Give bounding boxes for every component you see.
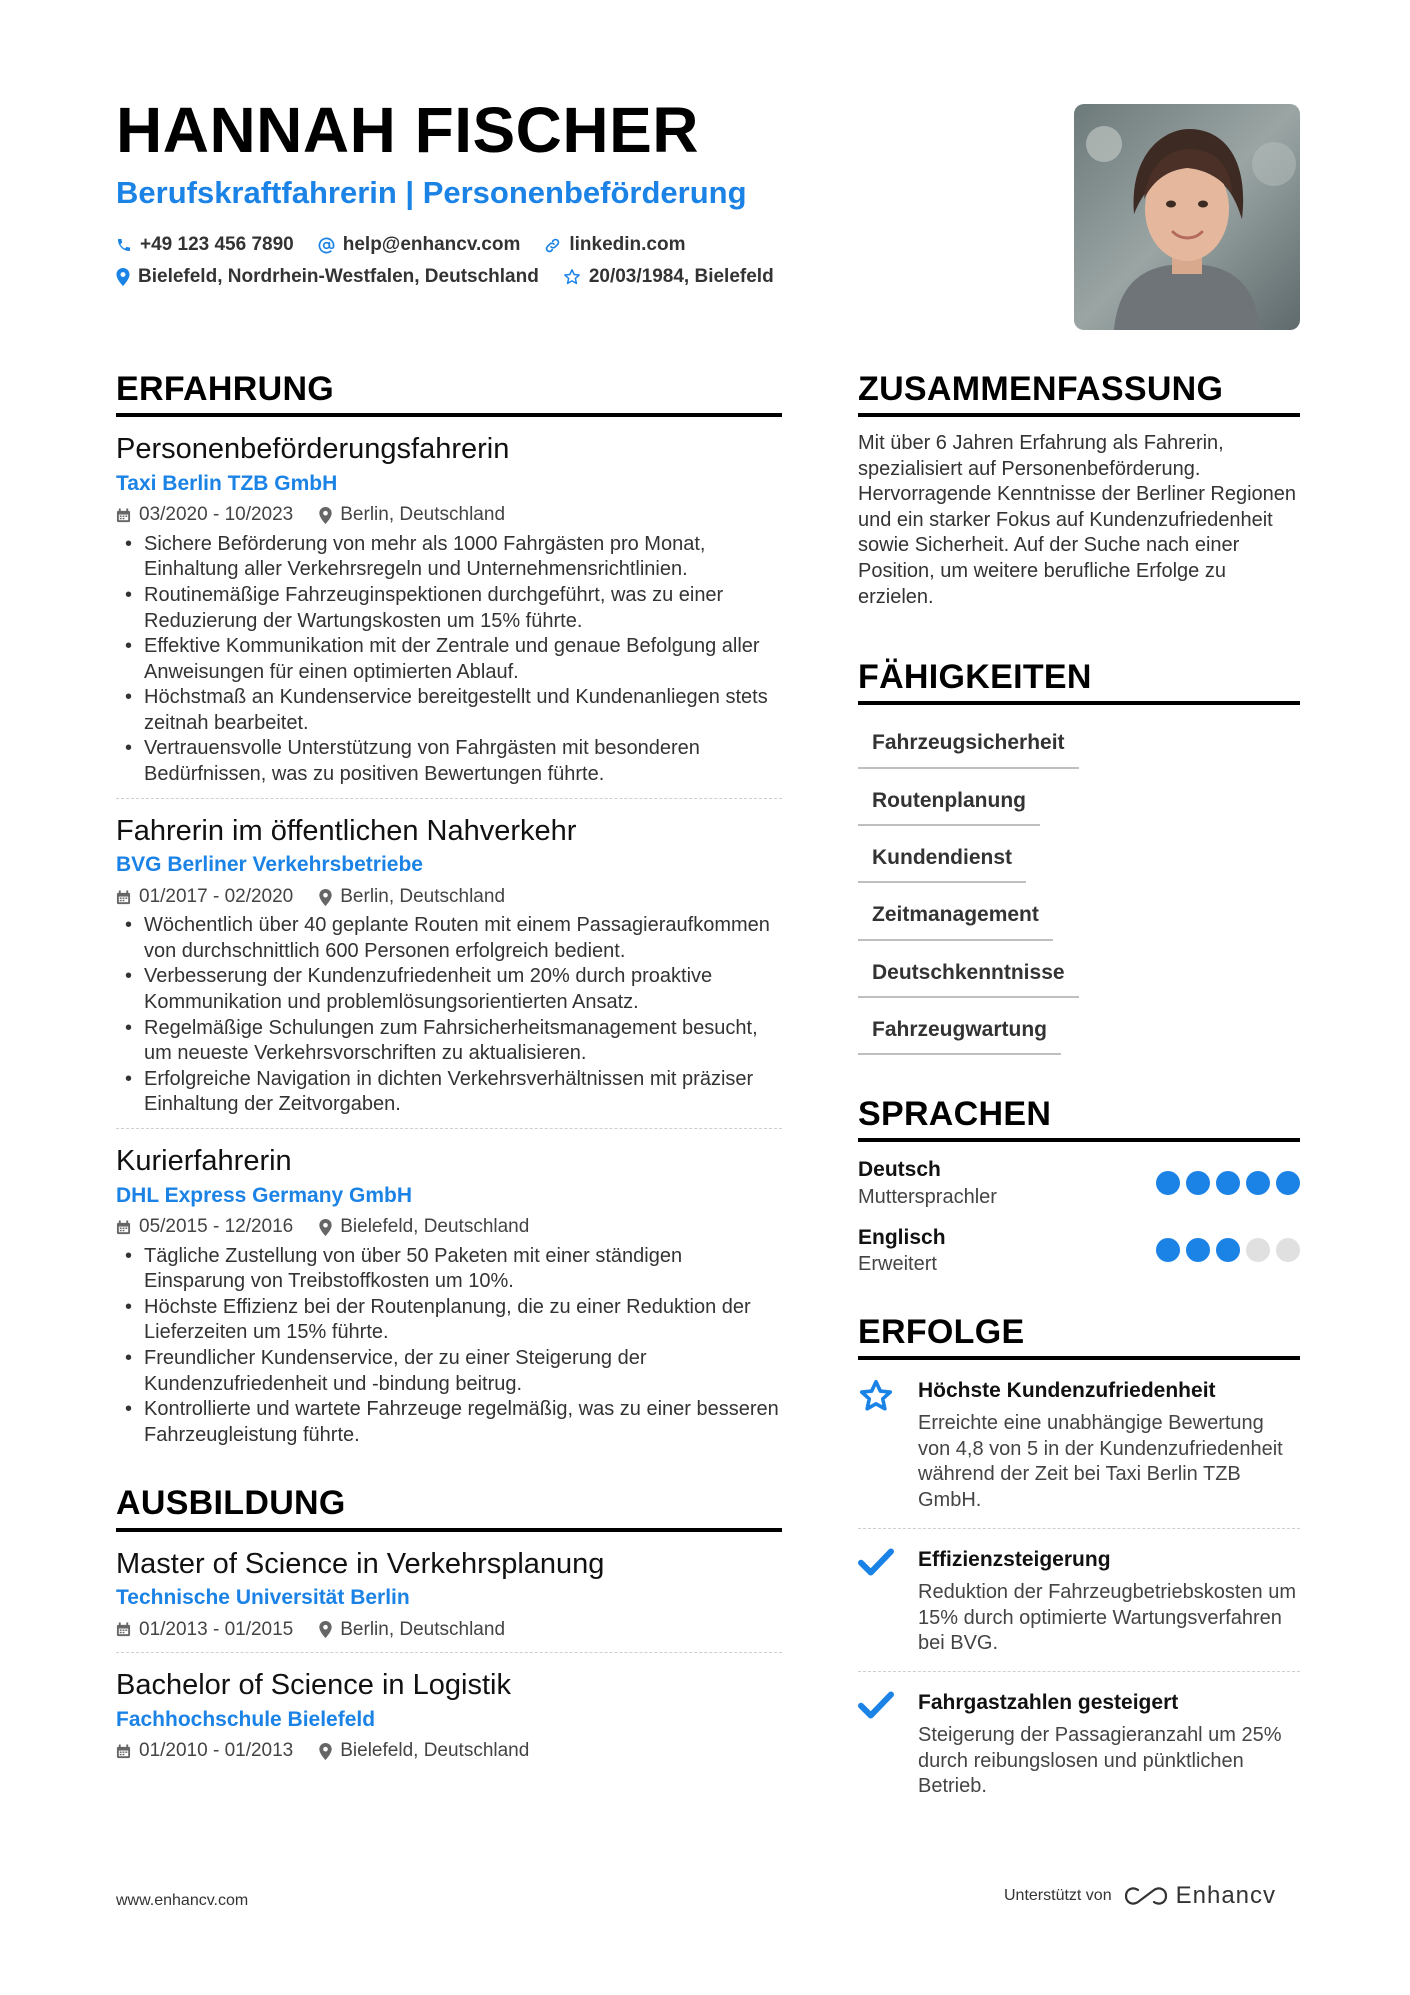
education-location: Berlin, Deutschland xyxy=(340,1618,506,1640)
summary-heading: ZUSAMMENFASSUNG xyxy=(858,370,1300,417)
bullet-item: • Effektive Kommunikation mit der Zentrale und genaue Befolgung aller Anweisungen für einen optimierten Ablauf. xyxy=(116,634,782,685)
rating-dot-filled xyxy=(1246,1171,1270,1195)
achievement-desc: Steigerung der Passagieranzahl um 25% durch reibungslosen und pünktlichen Betrieb. xyxy=(918,1724,1282,1798)
job-company: Taxi Berlin TZB GmbH xyxy=(116,471,338,495)
experience-heading: ERFAHRUNG xyxy=(116,370,782,417)
job-entry xyxy=(116,417,782,798)
education-entry xyxy=(116,1652,782,1774)
achievement-title: Höchste Kundenzufriedenheit xyxy=(918,1378,1216,1402)
calendar-icon xyxy=(116,508,131,523)
link-icon xyxy=(544,237,561,254)
job-dates: 01/2017 - 02/2020 xyxy=(139,885,294,907)
job-entry xyxy=(116,1128,782,1458)
contact-linkedin[interactable] xyxy=(544,234,685,256)
star-icon xyxy=(858,1378,894,1414)
profile-photo xyxy=(1074,104,1300,330)
school-name: Fachhochschule Bielefeld xyxy=(116,1707,376,1731)
achievement-entry xyxy=(858,1671,1300,1814)
achievement-title: Fahrgastzahlen gesteigert xyxy=(918,1690,1179,1714)
job-dates: 05/2015 - 12/2016 xyxy=(139,1216,294,1238)
achievement-entry xyxy=(858,1360,1300,1528)
bullet-item: • Sichere Beförderung von mehr als 1000 Fahrgästen pro Monat, Einhaltung aller Verkehrsregeln und Unternehmensrichtlinien. xyxy=(116,532,782,583)
bullet-item: • Freundlicher Kundenservice, der zu einer Steigerung der Kundenzufriedenheit und -bindung beitrug. xyxy=(116,1346,782,1397)
summary-text: Mit über 6 Jahren Erfahrung als Fahrerin, spezialisiert auf Personenbeförderung. Hervorragende Kenntnisse der Berliner Regionen und ein starker Fokus auf Kundenzufriedenheit sowie Sicherheit. Auf der Suche nach einer Position, um weitere berufliche Erfolge zu erzielen. xyxy=(858,432,1297,608)
achievement-desc: Erreichte eine unabhängige Bewertung von 4,8 von 5 in der Kundenzufriedenheit während der Zeit bei Taxi Berlin TZB GmbH. xyxy=(918,1412,1283,1512)
location-icon xyxy=(319,1621,332,1638)
language-name: Englisch xyxy=(858,1225,946,1249)
phone-text: +49 123 456 7890 xyxy=(140,234,294,255)
bullet-item: • Kontrollierte und wartete Fahrzeuge regelmäßig, was zu einer besseren Fahrzeugleistung führte. xyxy=(116,1397,782,1448)
contact-birth xyxy=(563,266,774,288)
location-icon xyxy=(319,507,332,524)
rating-dot-empty xyxy=(1246,1238,1270,1262)
calendar-icon xyxy=(116,1622,131,1637)
achievement-desc: Reduktion der Fahrzeugbetriebskosten um 15% durch optimierte Wartungsverfahren bei BVG. xyxy=(918,1581,1296,1655)
job-entry xyxy=(116,798,782,1128)
job-title: Fahrerin im öffentlichen Nahverkehr xyxy=(116,814,577,847)
job-bullets xyxy=(116,532,782,788)
location-icon xyxy=(319,1743,332,1760)
rating-dot-filled xyxy=(1156,1238,1180,1262)
rating-dot-filled xyxy=(1276,1171,1300,1195)
achievements-heading: ERFOLGE xyxy=(858,1313,1300,1360)
left-column xyxy=(116,370,782,1774)
bullet-item: • Regelmäßige Schulungen zum Fahrsicherheitsmanagement besucht, um neueste Verkehrsvorschriften zu aktualisieren. xyxy=(116,1016,782,1067)
bullet-item: • Tägliche Zustellung von über 50 Paketen mit einer ständigen Einsparung von Treibstoffkosten um 10%. xyxy=(116,1244,782,1295)
skill-tag: Zeitmanagement xyxy=(858,891,1053,940)
contact-location xyxy=(116,266,539,288)
phone-icon xyxy=(116,237,132,253)
linkedin-text: linkedin.com xyxy=(569,234,686,255)
location-text: Bielefeld, Nordrhein-Westfalen, Deutschland xyxy=(138,266,539,287)
contact-email[interactable] xyxy=(318,234,521,256)
job-location: Berlin, Deutschland xyxy=(340,504,506,526)
bullet-item: • Wöchentlich über 40 geplante Routen mit einem Passagieraufkommen von durchschnittlich 600 Personen erfolgreich bedient. xyxy=(116,913,782,964)
language-name: Deutsch xyxy=(858,1158,941,1182)
footer-website[interactable]: www.enhancv.com xyxy=(116,1892,249,1909)
skill-tag: Deutschkenntnisse xyxy=(858,949,1079,998)
candidate-title: Berufskraftfahrerin | Personenbeförderung xyxy=(116,175,747,210)
degree-title: Master of Science in Verkehrsplanung xyxy=(116,1547,605,1580)
star-outline-icon xyxy=(563,268,581,286)
email-text: help@enhancv.com xyxy=(342,234,521,255)
language-level: Erweitert xyxy=(858,1252,937,1275)
skill-tag: Fahrzeugwartung xyxy=(858,1006,1061,1055)
job-company: DHL Express Germany GmbH xyxy=(116,1183,413,1207)
rating-dot-filled xyxy=(1156,1171,1180,1195)
job-company: BVG Berliner Verkehrsbetriebe xyxy=(116,853,423,877)
bullet-item: • Erfolgreiche Navigation in dichten Verkehrsverhältnissen mit präziser Einhaltung der Zeitvorgaben. xyxy=(116,1067,782,1118)
calendar-icon xyxy=(116,890,131,905)
skill-tag: Routenplanung xyxy=(858,777,1040,826)
education-dates: 01/2010 - 01/2013 xyxy=(139,1740,294,1762)
enhancv-logo-icon xyxy=(1124,1884,1168,1908)
calendar-icon xyxy=(116,1220,131,1235)
degree-title: Bachelor of Science in Logistik xyxy=(116,1669,511,1702)
bullet-item: • Vertrauensvolle Unterstützung von Fahrgästen mit besonderen Bedürfnissen, was zu positiven Bewertungen führte. xyxy=(116,736,782,787)
job-title: Personenbeförderungsfahrerin xyxy=(116,433,510,466)
bullet-item: • Höchste Effizienz bei der Routenplanung, die zu einer Reduktion der Lieferzeiten um 15% führte. xyxy=(116,1295,782,1346)
achievement-title: Effizienzsteigerung xyxy=(918,1547,1111,1571)
achievement-entry xyxy=(858,1528,1300,1671)
right-column xyxy=(858,370,1300,1814)
language-rating xyxy=(1150,1171,1300,1195)
rating-dot-filled xyxy=(1216,1171,1240,1195)
rating-dot-empty xyxy=(1276,1238,1300,1262)
job-bullets xyxy=(116,913,782,1118)
school-name: Technische Universität Berlin xyxy=(116,1586,410,1610)
contact-info xyxy=(116,230,1016,294)
birth-text: 20/03/1984, Bielefeld xyxy=(588,266,774,287)
brand-name: Enhancv xyxy=(1175,1882,1277,1909)
bullet-item: • Verbesserung der Kundenzufriedenheit um 20% durch proaktive Kommunikation und problemlösungsorientierten Ansatz. xyxy=(116,964,782,1015)
job-location: Bielefeld, Deutschland xyxy=(340,1216,530,1238)
map-pin-icon xyxy=(116,268,130,286)
education-entry xyxy=(116,1532,782,1653)
rating-dot-filled xyxy=(1186,1171,1210,1195)
language-rating xyxy=(1150,1238,1300,1262)
job-location: Berlin, Deutschland xyxy=(340,885,506,907)
at-icon xyxy=(318,237,335,254)
job-title: Kurierfahrerin xyxy=(116,1145,292,1178)
languages-heading: SPRACHEN xyxy=(858,1095,1300,1142)
location-icon xyxy=(319,1219,332,1236)
skill-tag: Kundendienst xyxy=(858,834,1026,883)
contact-phone[interactable] xyxy=(116,234,294,256)
rating-dot-filled xyxy=(1216,1238,1240,1262)
education-location: Bielefeld, Deutschland xyxy=(340,1740,530,1762)
powered-by-text: Unterstützt von xyxy=(1004,1887,1112,1904)
candidate-name: HANNAH FISCHER xyxy=(116,94,699,166)
job-bullets xyxy=(116,1244,782,1449)
education-heading: AUSBILDUNG xyxy=(116,1484,782,1531)
bullet-item: • Routinemäßige Fahrzeuginspektionen durchgeführt, was zu einer Reduzierung der Wartungskosten um 15% führte. xyxy=(116,583,782,634)
education-dates: 01/2013 - 01/2015 xyxy=(139,1618,294,1640)
check-icon xyxy=(858,1690,894,1720)
skills-heading: FÄHIGKEITEN xyxy=(858,658,1300,705)
check-icon xyxy=(858,1547,894,1577)
skill-tag: Fahrzeugsicherheit xyxy=(858,719,1079,768)
location-icon xyxy=(319,889,332,906)
language-entry xyxy=(858,1156,1300,1209)
job-dates: 03/2020 - 10/2023 xyxy=(139,504,294,526)
skills-list xyxy=(858,719,1300,1063)
calendar-icon xyxy=(116,1744,131,1759)
language-level: Muttersprachler xyxy=(858,1185,997,1208)
footer-branding[interactable] xyxy=(1004,1882,1276,1910)
bullet-item: • Höchstmaß an Kundenservice bereitgestellt und Kundenanliegen stets zeitnah bearbeitet. xyxy=(116,685,782,736)
language-entry xyxy=(858,1224,1300,1277)
rating-dot-filled xyxy=(1186,1238,1210,1262)
